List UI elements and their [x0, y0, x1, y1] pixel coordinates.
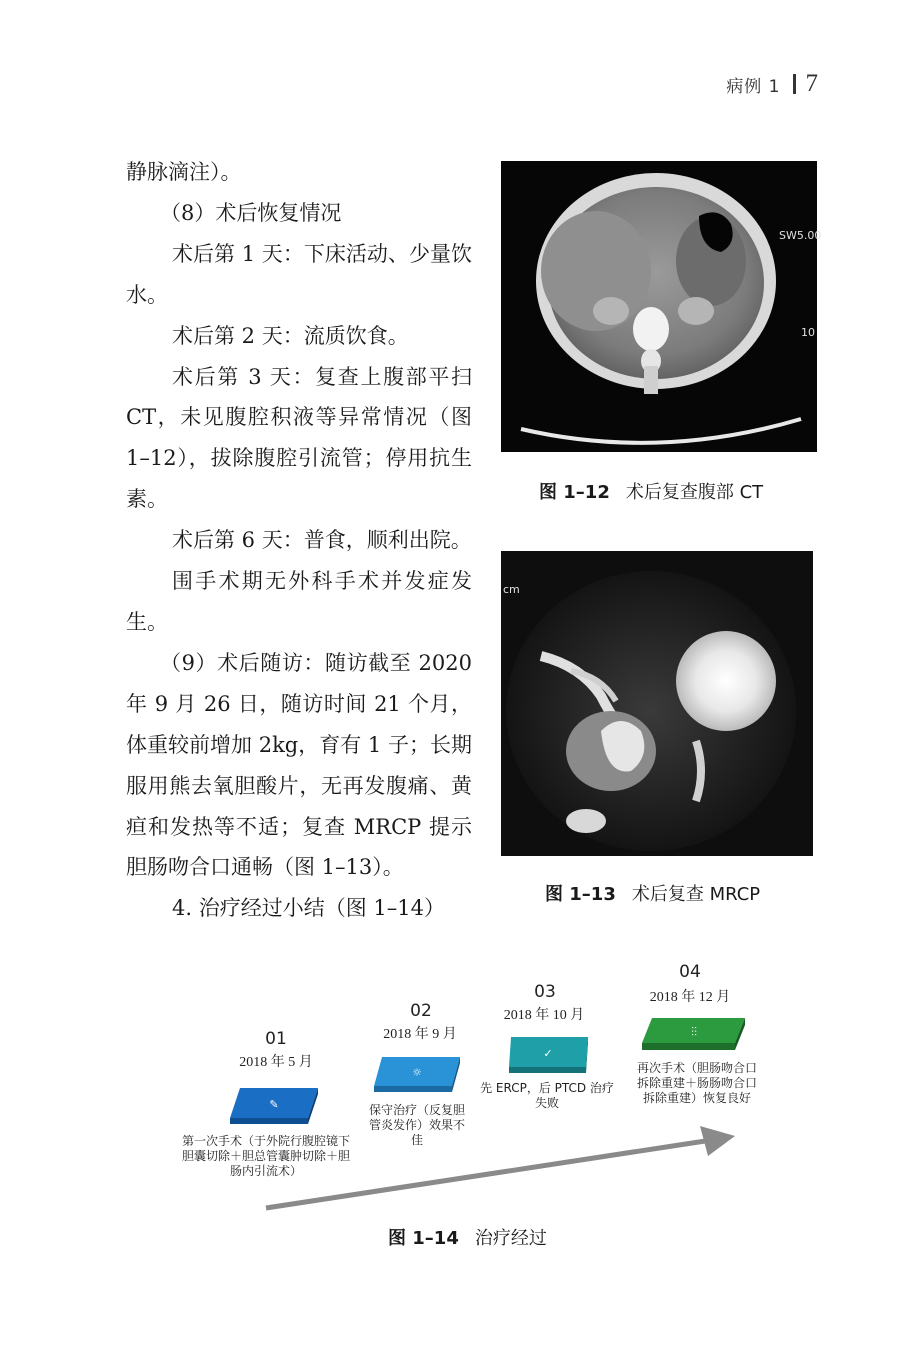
figure-13-title: 术后复查 MRCP: [631, 884, 761, 905]
pill-icon: ✎: [269, 1098, 279, 1111]
paragraph-1: 静脉滴注）。: [126, 160, 242, 184]
paragraph-4: 术后第 2 天：流质饮食。: [172, 323, 409, 348]
syringe-icon: ✓: [543, 1047, 553, 1060]
step-1-number: 01: [265, 1029, 287, 1049]
figure-14-number: 图 1–14: [388, 1228, 459, 1249]
step-4-description: 再次手术（胆肠吻合口拆除重建＋肠肠吻合口拆除重建）恢复良好: [636, 1061, 757, 1105]
mrcp-overlay-text: cm: [503, 583, 520, 596]
paragraph-2: （8）术后恢复情况: [160, 200, 342, 225]
figure-12-number: 图 1–12: [539, 482, 610, 503]
lightbulb-icon: ☼: [412, 1066, 422, 1079]
paragraph-7: 围手术期无外科手术并发症发生。: [126, 569, 472, 634]
figure-12-title: 术后复查腹部 CT: [625, 482, 764, 503]
paragraph-6: 术后第 6 天：普食，顺利出院。: [172, 528, 472, 553]
step-2-number: 02: [410, 1001, 432, 1021]
figure-13-number: 图 1–13: [545, 884, 616, 905]
step-2-block: [374, 1057, 460, 1092]
step-4-number: 04: [679, 962, 701, 982]
section-label: 病例 1: [726, 76, 781, 97]
figure-14-title: 治疗经过: [474, 1228, 547, 1249]
paragraph-8: （9）术后随访：随访截至 2020 年 9 月 26 日，随访时间 21 个月，体重较前增加 2kg，育有 1 子；长期服用熊去氧胆酸片，无再发腹痛、黄疸和发热等不适；复查 MRCP 提示胆肠吻合口通畅（图 1–13）。: [126, 650, 472, 880]
figure-14-caption: [388, 1224, 547, 1250]
step-4-date: 2018 年 12 月: [649, 990, 731, 1005]
step-1-description: 第一次手术（于外院行腹腔镜下胆囊切除＋胆总管囊肿切除＋胆肠内引流术）: [181, 1134, 350, 1178]
paragraph-5: 术后第 3 天：复查上腹部平扫 CT，未见腹腔积液等异常情况（图 1–12），拔除腹腔引流管；停用抗生素。: [126, 364, 472, 512]
step-4-block: [642, 1018, 745, 1050]
page-number: 7: [805, 70, 818, 97]
step-3-description: 先 ERCP，后 PTCD 治疗失败: [480, 1081, 614, 1110]
step-1-block: [230, 1088, 318, 1124]
step-2-date: 2018 年 9 月: [383, 1027, 457, 1042]
step-2-description: 保守治疗（反复胆管炎发作）效果不佳: [368, 1103, 465, 1147]
ct-overlay-number: 10: [801, 326, 815, 339]
step-3-date: 2018 年 10 月: [503, 1008, 585, 1023]
paragraph-3: 术后第 1 天：下床活动、少量饮水。: [126, 241, 472, 307]
surgery-icon: ⫶⫶: [690, 1025, 698, 1039]
ct-overlay-text: SW5.00: [779, 229, 822, 242]
step-3-block: [509, 1037, 588, 1073]
paragraph-9: 4. 治疗经过小结（图 1–14）: [172, 896, 445, 921]
timeline-arrow-head: [700, 1126, 735, 1156]
step-3-number: 03: [534, 982, 556, 1002]
step-1-date: 2018 年 5 月: [239, 1055, 313, 1070]
